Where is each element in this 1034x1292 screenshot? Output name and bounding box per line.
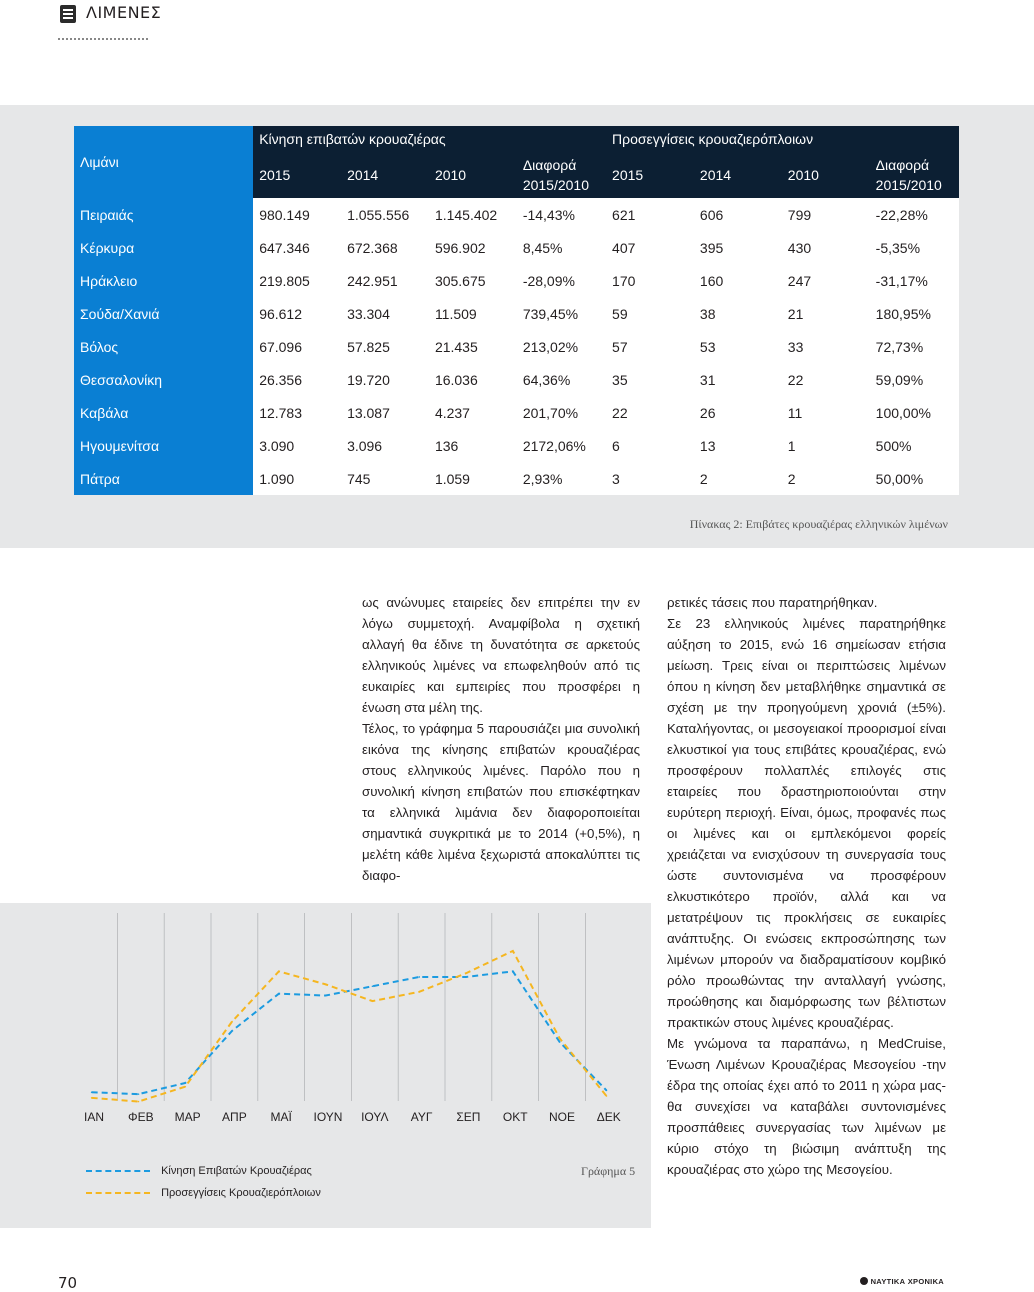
x-tick-label: ΑΥΓ <box>410 1110 433 1124</box>
series-point-0 <box>512 971 514 973</box>
column-header: 2010 <box>429 152 517 198</box>
table-cell: 980.149 <box>253 198 341 231</box>
x-tick-label: ΙΟΥΛ <box>361 1110 389 1124</box>
table-cell: 53 <box>694 330 782 363</box>
table-cell: 59 <box>606 297 694 330</box>
table-cell: 26 <box>694 396 782 429</box>
legend-swatch-passengers <box>86 1170 150 1172</box>
series-point-1 <box>418 991 420 993</box>
table-cell: -31,17% <box>870 264 959 297</box>
series-point-1 <box>372 1000 374 1002</box>
port-name: Ηγουμενίτσα <box>74 429 253 462</box>
table-cell: 35 <box>606 363 694 396</box>
header-divider <box>58 38 148 40</box>
table-row <box>74 264 959 297</box>
table-cell: 1.145.402 <box>429 198 517 231</box>
x-tick-label: ΑΠΡ <box>222 1110 247 1124</box>
table-cell: 50,00% <box>870 462 959 495</box>
table-cell: -14,43% <box>517 198 606 231</box>
table-cell: 16.036 <box>429 363 517 396</box>
series-point-1 <box>559 1038 561 1040</box>
column-header: 2015 <box>253 152 341 198</box>
newspaper-icon <box>60 5 76 23</box>
table-cell: 430 <box>782 231 870 264</box>
table-row <box>74 363 959 396</box>
table-row <box>74 330 959 363</box>
legend-swatch-calls <box>86 1192 150 1194</box>
column-header: 2014 <box>341 152 429 198</box>
table-cell: -22,28% <box>870 198 959 231</box>
port-name: Καβάλα <box>74 396 253 429</box>
table-cell: 1.059 <box>429 462 517 495</box>
table-cell: 136 <box>429 429 517 462</box>
table-cell: 745 <box>341 462 429 495</box>
table-cell: 2172,06% <box>517 429 606 462</box>
table-cell: 57.825 <box>341 330 429 363</box>
series-point-1 <box>278 971 280 973</box>
port-name: Ηράκλειο <box>74 264 253 297</box>
table-cell: 170 <box>606 264 694 297</box>
table-cell: 59,09% <box>870 363 959 396</box>
table-cell: 305.675 <box>429 264 517 297</box>
column-header: 2014 <box>694 152 782 198</box>
table-cell: 407 <box>606 231 694 264</box>
table-cell: 3 <box>606 462 694 495</box>
series-point-1 <box>138 1101 140 1103</box>
x-tick-label: ΦΕΒ <box>128 1110 154 1124</box>
port-name: Πειραιάς <box>74 198 253 231</box>
series-point-1 <box>465 972 467 974</box>
series-point-1 <box>231 1021 233 1023</box>
chart-legend <box>86 1160 321 1204</box>
table-cell: 1.055.556 <box>341 198 429 231</box>
section-title: ΛΙΜΕΝΕΣ <box>86 3 162 22</box>
series-point-0 <box>559 1041 561 1043</box>
series-line-1 <box>92 951 607 1102</box>
legend-label: Κίνηση Επιβατών Κρουαζιέρας <box>161 1165 312 1177</box>
x-tick-label: ΣΕΠ <box>456 1110 481 1124</box>
table-row <box>74 462 959 495</box>
table-cell: 500% <box>870 429 959 462</box>
table-cell: 2,93% <box>517 462 606 495</box>
series-point-1 <box>512 950 514 952</box>
legend-item <box>86 1182 321 1204</box>
table-cell: 4.237 <box>429 396 517 429</box>
port-name: Κέρκυρα <box>74 231 253 264</box>
table-cell: 57 <box>606 330 694 363</box>
series-point-0 <box>91 1091 93 1093</box>
page-number: 70 <box>58 1274 78 1292</box>
x-tick-label: ΔΕΚ <box>596 1110 621 1124</box>
series-point-1 <box>91 1097 93 1099</box>
table-cell: 64,36% <box>517 363 606 396</box>
series-point-0 <box>231 1030 233 1032</box>
paragraph: Με γνώμονα τα παραπάνω, η MedCruise, Ένωση Λιμένων Κρουαζιέρας Μεσογείου -την έδρα της οποίας έχει από το 2011 η χώρα μας- θα συνεχίσει να καταβάλει συντονισμένες προσπάθειες συνεργασίας των λιμένων με κύριο στόχο τη βιώσιμη ανάπτυξη της κρουαζιέρας στο χώρο της Μεσογείου. <box>667 1036 946 1177</box>
column-header: Διαφορά 2015/2010 <box>870 152 959 198</box>
table-cell: 13.087 <box>341 396 429 429</box>
paragraph: ρετικές τάσεις που παρατηρήθηκαν. <box>667 595 878 610</box>
table-cell: 12.783 <box>253 396 341 429</box>
table-cell: 21.435 <box>429 330 517 363</box>
table-cell: 3.096 <box>341 429 429 462</box>
series-point-0 <box>278 993 280 995</box>
table-cell: 672.368 <box>341 231 429 264</box>
paragraph: Σε 23 ελληνικούς λιμένες παρατηρήθηκε αύξηση το 2015, ενώ 16 σημείωσαν ετήσια μείωση. Τρεις είναι οι περιπτώσεις λιμένων όπου η κίνηση δεν μεταβλήθηκε σημαντικά σε σχέση με την προηγούμενη χρονιά (±5%). Καταλήγοντας, οι μεσογειακοί προορισμοί είναι ελκυστικοί για τους επιβάτες κρουαζιέρας, ενώ προσφέρουν πολλαπλές επιλογές στις εταιρείες που δραστηριοποιούνται στην ευρύτερη περιοχή. Είναι, όμως, προφανές πως οι λιμένες και οι εμπλεκόμενοι φορείς χρειάζεται να ενισχύσουν τη συνεργασία τους ώστε συντονισμένα να προσφέρουν ελκυστικότερο προϊόν, αλλά και να μετατρέψουν τις προκλήσεις σε ευκαιρίες ανάπτυξης. Οι ενώσεις εκπροσώπησης των λιμένων μπορούν να διαδραματίσουν κομβικό ρόλο προωθώντας την ανταλλαγή γνώσης, προώθησης και διαμόρφωσης των βέλτιστων πρακτικών στους λιμένες κρουαζιέρας. <box>667 616 946 1030</box>
chart-caption: Γράφημα 5 <box>581 1164 636 1178</box>
series-point-1 <box>606 1095 608 1097</box>
table-cell: 739,45% <box>517 297 606 330</box>
paragraph: Τέλος, το γράφημα 5 παρουσιάζει μια συνολική εικόνα της κίνησης επιβατών κρουαζιέρας στους ελληνικούς λιμένες. Παρόλο που η συνολική κίνηση επιβατών που επισκέφτηκαν τα ελληνικά λιμάνια δεν διαφοροποιείται σημαντικά συγκριτικά με το 2014 (+0,5%), η μελέτη κάθε λιμένα ξεχωριστά αποκαλύπτει τις διαφο- <box>362 721 640 883</box>
port-name: Πάτρα <box>74 462 253 495</box>
table-cell: 8,45% <box>517 231 606 264</box>
table-cell: 72,73% <box>870 330 959 363</box>
text-column-right <box>667 592 946 1180</box>
legend-label: Προσεγγίσεις Κρουαζιερόπλοιων <box>161 1187 321 1199</box>
table-cell: 219.805 <box>253 264 341 297</box>
table-cell: 96.612 <box>253 297 341 330</box>
table-cell: -5,35% <box>870 231 959 264</box>
table-cell: 160 <box>694 264 782 297</box>
x-tick-label: ΙΟΥΝ <box>313 1110 343 1124</box>
x-tick-label: ΜΑΪ <box>270 1110 292 1124</box>
series-point-0 <box>606 1090 608 1092</box>
series-point-1 <box>184 1086 186 1088</box>
brand-name: ΝΑΥΤΙΚΑ ΧΡΟΝΙΚΑ <box>870 1277 944 1286</box>
table-cell: 2 <box>694 462 782 495</box>
table-cell: 2 <box>782 462 870 495</box>
group-header-calls: Προσεγγίσεις κρουαζιερόπλοιων <box>606 126 959 152</box>
ports-table-body <box>74 198 959 495</box>
column-header: 2015 <box>606 152 694 198</box>
table-cell: 38 <box>694 297 782 330</box>
table-cell: 242.951 <box>341 264 429 297</box>
table-cell: 799 <box>782 198 870 231</box>
table-cell: 647.346 <box>253 231 341 264</box>
table-row <box>74 396 959 429</box>
table-cell: 3.090 <box>253 429 341 462</box>
table-cell: 100,00% <box>870 396 959 429</box>
table-cell: 596.902 <box>429 231 517 264</box>
table-row <box>74 231 959 264</box>
table-cell: 33 <box>782 330 870 363</box>
column-header: 2010 <box>782 152 870 198</box>
table-cell: 21 <box>782 297 870 330</box>
series-point-0 <box>184 1082 186 1084</box>
group-header-passengers: Κίνηση επιβατών κρουαζιέρας <box>253 126 606 152</box>
series-point-0 <box>418 976 420 978</box>
column-header: Διαφορά 2015/2010 <box>517 152 606 198</box>
table-row <box>74 198 959 231</box>
table-row <box>74 297 959 330</box>
table-cell: 247 <box>782 264 870 297</box>
ports-table <box>74 126 959 495</box>
series-line-0 <box>92 971 607 1094</box>
x-tick-label: ΟΚΤ <box>502 1110 528 1124</box>
table-cell: 213,02% <box>517 330 606 363</box>
text-column-left <box>362 592 640 886</box>
table-cell: 1.090 <box>253 462 341 495</box>
table-cell: 19.720 <box>341 363 429 396</box>
paragraph: ως ανώνυμες εταιρείες δεν επιτρέπει την εν λόγω συμμετοχή. Αναμφίβολα η σχετική αλλαγή θα έδινε τη δυνατότητα σε αρκετούς ελληνικούς λιμένες να επωφεληθούν από τις ευκαιρίες και εμπειρίες που προσφέρει η ένωση στα μέλη της. <box>362 595 640 715</box>
brand-icon <box>860 1277 868 1285</box>
x-tick-label: ΜΑΡ <box>174 1110 201 1124</box>
brand-logo <box>860 1277 944 1286</box>
table-cell: 395 <box>694 231 782 264</box>
series-point-0 <box>138 1093 140 1095</box>
table-cell: 1 <box>782 429 870 462</box>
legend-item <box>86 1160 321 1182</box>
port-name: Βόλος <box>74 330 253 363</box>
series-point-0 <box>465 976 467 978</box>
table-cell: 33.304 <box>341 297 429 330</box>
table-cell: 22 <box>782 363 870 396</box>
table-cell: 67.096 <box>253 330 341 363</box>
series-point-0 <box>372 985 374 987</box>
table-cell: 11 <box>782 396 870 429</box>
series-point-0 <box>325 995 327 997</box>
table-row <box>74 429 959 462</box>
table-cell: 31 <box>694 363 782 396</box>
table-cell: 6 <box>606 429 694 462</box>
table-cell: 11.509 <box>429 297 517 330</box>
port-name: Θεσσαλονίκη <box>74 363 253 396</box>
port-header: Λιμάνι <box>74 126 253 198</box>
table-cell: 26.356 <box>253 363 341 396</box>
table-cell: -28,09% <box>517 264 606 297</box>
table-cell: 201,70% <box>517 396 606 429</box>
table-cell: 606 <box>694 198 782 231</box>
series-point-1 <box>325 984 327 986</box>
table-cell: 22 <box>606 396 694 429</box>
table-cell: 621 <box>606 198 694 231</box>
table-caption: Πίνακας 2: Επιβάτες κρουαζιέρας ελληνικών λιμένων <box>689 517 948 531</box>
table-cell: 180,95% <box>870 297 959 330</box>
x-tick-label: ΙΑΝ <box>83 1110 105 1124</box>
port-name: Σούδα/Χανιά <box>74 297 253 330</box>
x-tick-label: ΝΟΕ <box>548 1110 576 1124</box>
table-cell: 13 <box>694 429 782 462</box>
